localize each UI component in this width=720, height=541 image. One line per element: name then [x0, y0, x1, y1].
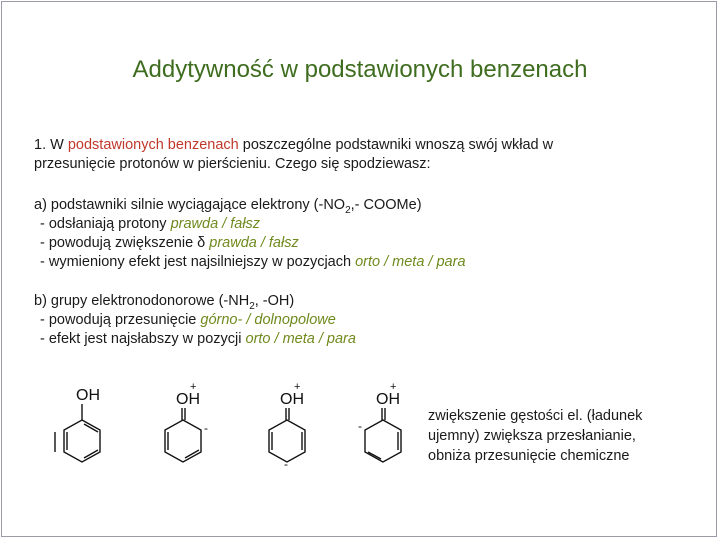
plus-charge: + [190, 381, 197, 393]
subscript: 2 [249, 300, 255, 312]
question-1-prefix: 1. W [34, 137, 68, 153]
section-b-heading [34, 292, 294, 311]
subscript: 2 [345, 204, 351, 216]
oh-label: OH [76, 387, 100, 404]
shielding-note [428, 406, 642, 466]
section-a-item-3-answer: orto / meta / para [355, 254, 466, 270]
slide [1, 1, 717, 537]
section-b-item-2 [34, 330, 356, 349]
section-a-heading [34, 196, 422, 215]
section-a-item-1-text: - odsłaniają protony [40, 216, 171, 232]
shielding-note-line-1: zwiększenie gęstości el. (ładunek [428, 408, 643, 424]
section-b-item-1 [34, 311, 336, 330]
section-a-item-3 [34, 253, 466, 272]
question-1-line-1 [34, 136, 553, 155]
oh-label: OH [280, 391, 304, 408]
resonance-para-svg [254, 376, 334, 476]
resonance-structure-ortho [152, 376, 232, 476]
section-a-item-3-text: - wymieniony efekt jest najsilniejszy w pozycjach [40, 254, 356, 270]
minus-charge: - [204, 421, 208, 435]
section-b-item-1-answer: górno- / dolnopolowe [200, 312, 336, 328]
minus-charge: - [284, 457, 288, 471]
slide-title: Addytywność w podstawionych benzenach [132, 56, 588, 83]
minus-charge: - [358, 419, 362, 433]
resonance-structure-para [254, 376, 334, 476]
question-1-suffix: poszczególne podstawniki wnoszą swój wkład w [238, 137, 554, 153]
section-b-item-2-answer: orto / meta / para [245, 331, 356, 347]
oh-label: OH [176, 391, 200, 408]
section-b-item-1-text: - powodują przesunięcie [40, 312, 201, 328]
section-a-item-2-answer: prawda / fałsz [209, 235, 299, 251]
shielding-note-line-2: ujemny) zwiększa przesłanianie, [428, 428, 636, 444]
section-b-item-2-text: - efekt jest najsłabszy w pozycji [40, 331, 246, 347]
resonance-ortho-2-svg [346, 376, 426, 476]
phenol-structure [46, 376, 116, 476]
resonance-ortho-svg [152, 376, 232, 476]
section-a-heading-tail: ,- COOMe) [350, 197, 422, 213]
section-a-heading-text: a) podstawniki silnie wyciągające elektrony (-NO [34, 197, 346, 213]
phenol-svg [46, 376, 116, 476]
section-b-heading-text: b) grupy elektronodonorowe (-NH [34, 293, 250, 309]
question-1-line-2: przesunięcie protonów w pierścieniu. Czego się spodziewasz: [34, 156, 431, 172]
plus-charge: + [294, 381, 301, 393]
section-a-item-1-answer: prawda / fałsz [170, 216, 261, 232]
oh-label: OH [376, 391, 400, 408]
plus-charge: + [390, 381, 397, 393]
section-a-item-2 [34, 234, 299, 253]
resonance-structure-ortho-2 [346, 376, 426, 476]
question-1-highlight: podstawionych benzenach [67, 137, 239, 153]
shielding-note-line-3: obniża przesunięcie chemiczne [428, 448, 630, 464]
section-a-item-2-text: - powodują zwiększenie δ [40, 235, 210, 251]
section-b-heading-tail: , -OH) [254, 293, 295, 309]
section-a-item-1 [34, 215, 260, 234]
